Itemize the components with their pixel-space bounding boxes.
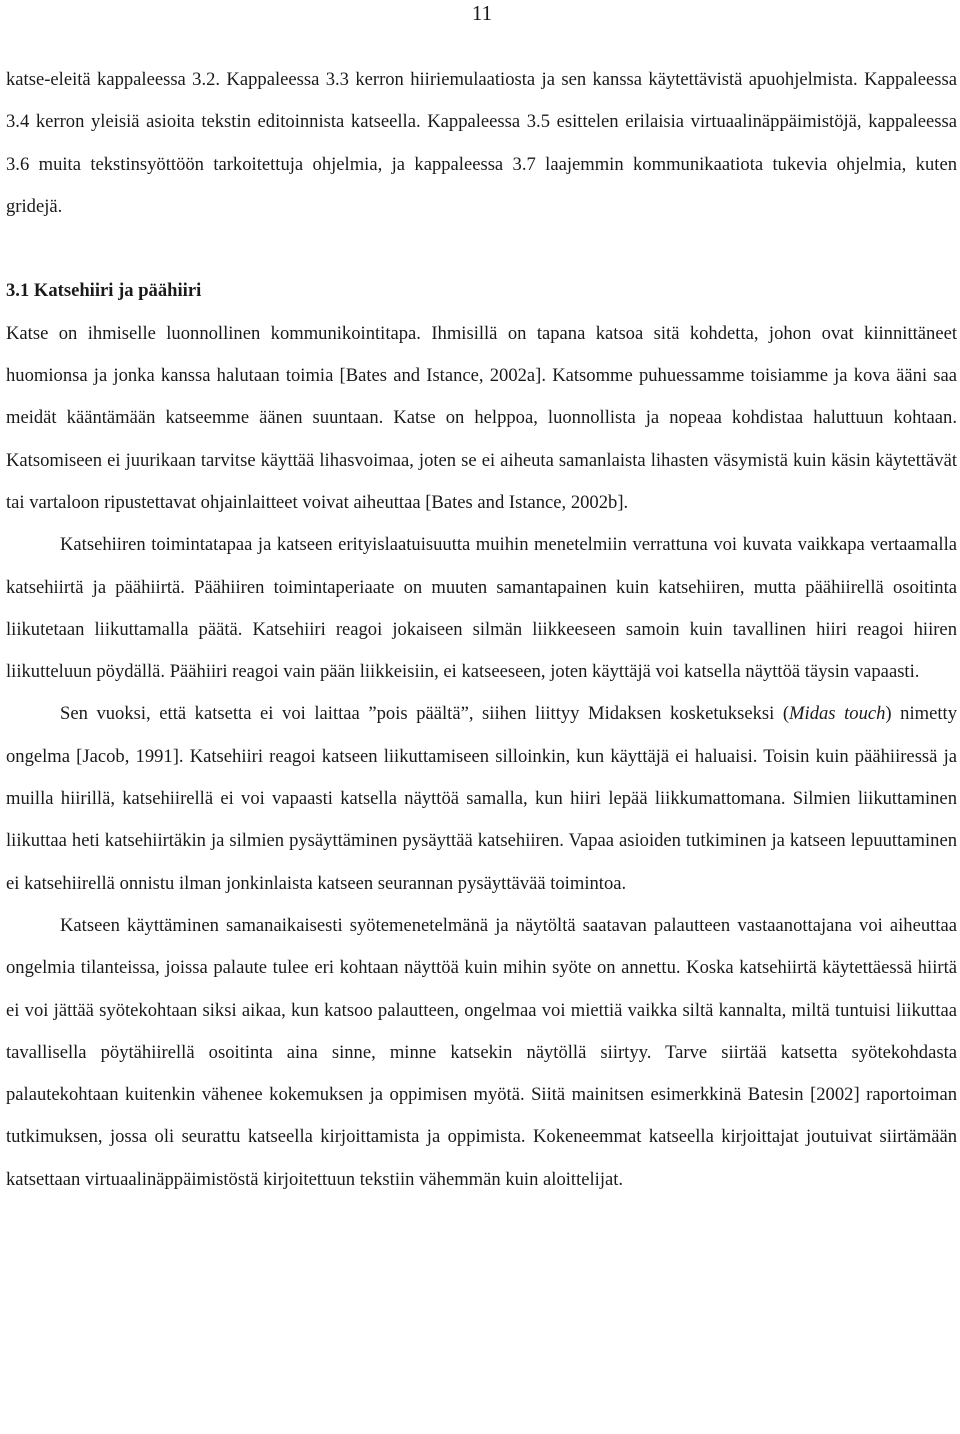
paragraph-4: Katseen käyttäminen samanaikaisesti syötemenetelmänä ja näytöltä saatavan palautteen vastaanottajana voi aiheuttaa ongelmia tilanteissa, joissa palaute tulee eri kohtaan näyttöä kuin mihin syöte on annettu. Koska katsehiirtä käytettäessä hiirtä ei voi jättää syötekohtaan siksi aikaa, kun katsoo palautteen, ongelmaa voi miettiä vaikka siltä kannalta, miltä tuntuisi liikuttaa tavallisella pöytähiirellä osoitinta aina sinne, minne katsekin näytöllä siirtyy. Tarve siirtää katsetta syötekohdasta palautekohtaan kuitenkin vähenee kokemuksen ja oppimisen myötä. Siitä mainitsen esimerkkinä Batesin [2002] raportoiman tutkimuksen, jossa oli seurattu katseella kirjoittamista ja oppimista. Kokeneemmat katseella kirjoittajat joutuivat siirtämään katsettaan virtuaalinäppäimistöstä kirjoitettuun tekstiin vähemmän kuin aloittelijat.	[6, 914, 957, 1190]
paragraph-3-part-2: ) nimetty ongelma [Jacob, 1991]. Katsehiiri reagoi katseen liikuttamiseen silloinkin, kun käyttäjä ei haluaisi. Toisin kuin päähiiressä ja muilla hiirillä, katsehiirellä ei voi vapaasti katsella näyttöä samalla, kun hiiri lepää liikkumattomana. Silmien liikuttaminen liikuttaa heti katsehiirtäkin ja silmien pysäyttäminen pysäyttää katsehiiren. Vapaa asioiden tutkiminen ja katseen lepuuttaminen ei katsehiirellä onnistu ilman jonkinlaista katseen seurannan pysäyttävää toimintoa.	[6, 703, 957, 894]
paragraph-2: Katsehiiren toimintatapaa ja katseen erityislaatuisuutta muihin menetelmiin verrattuna voi kuvata vaikkapa vertaamalla katsehiirtä ja päähiirtä. Päähiiren toimintaperiaate on muuten samantapainen kuin katsehiiren, mutta päähiirellä osoitinta liikutetaan liikuttamalla päätä. Katsehiiri reagoi jokaiseen silmän liikkeeseen samoin kuin tavallinen hiiri reagoi hiiren liikutteluun pöydällä. Päähiiri reagoi vain pään liikkeisiin, ei katseeseen, joten käyttäjä voi katsella näyttöä täysin vapaasti.	[6, 534, 957, 683]
paragraph-3	[6, 693, 957, 904]
paragraph-3-italic-term: Midas touch	[789, 703, 886, 725]
page-number: 11	[471, 1, 493, 25]
paragraph-1: Katse on ihmiselle luonnollinen kommunikointitapa. Ihmisillä on tapana katsoa sitä kohdetta, johon ovat kiinnittäneet huomionsa ja jonka kanssa halutaan toimia [Bates and Istance, 2002a]. Katsomme puhuessamme toisiamme ja kova ääni saa meidät kääntämään katseemme äänen suuntaan. Katse on helppoa, luonnollista ja nopeaa kohdistaa haluttuun kohtaan. Katsomiseen ei juurikaan tarvitse käyttää lihasvoimaa, joten se ei aiheuta samanlaista lihasten väsymistä kuin käsin käytettävät tai vartaloon ripustettavat ohjainlaitteet voivat aiheuttaa [Bates and Istance, 2002b].	[6, 322, 957, 513]
paragraph-3-part-1: Sen vuoksi, että katsetta ei voi laittaa ”pois päältä”, siihen liittyy Midaksen kosketukseksi (	[60, 703, 790, 725]
intro-paragraph: katse-eleitä kappaleessa 3.2. Kappaleessa 3.3 kerron hiiriemulaatiosta ja sen kanssa käytettävistä apuohjelmista. Kappaleessa 3.4 kerron yleisiä asioita tekstin editoinnista katseella. Kappaleessa 3.5 esittelen erilaisia virtuaalinäppäimistöjä, kappaleessa 3.6 muita tekstinsyöttöön tarkoitettuja ohjelmia, ja kappaleessa 3.7 laajemmin kommunikaatiota tukevia ohjelmia, kuten gridejä.	[6, 69, 957, 217]
page-content	[6, 59, 957, 1201]
section-heading: 3.1 Katsehiiri ja päähiiri	[6, 280, 202, 302]
